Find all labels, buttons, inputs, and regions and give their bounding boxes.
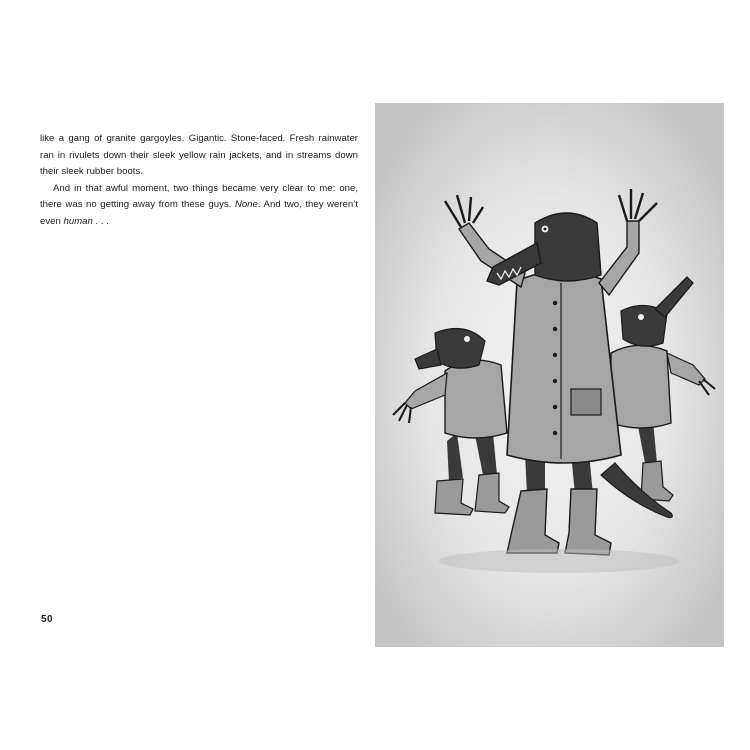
paragraph-2-part-2: . And two, they weren’t even bbox=[40, 199, 358, 227]
ground-shadow bbox=[439, 549, 679, 573]
croc-head bbox=[535, 213, 601, 281]
crocodile-illustration-svg bbox=[375, 103, 724, 647]
body-text bbox=[40, 131, 358, 231]
jacket-pocket bbox=[571, 389, 601, 415]
paragraph-2-part-1: And in that awful moment, two things became very clear to me: one, there was no getting away from these guys. bbox=[40, 182, 358, 211]
emphasis-none: None bbox=[234, 199, 258, 211]
illustration-crocodiles bbox=[375, 103, 724, 647]
page-number: 50 bbox=[41, 614, 54, 625]
paragraph-2-part-3: . . . bbox=[92, 215, 109, 227]
paragraph-1: like a gang of granite gargoyles. Gigantic. Stone-faced. Fresh rainwater ran in rivulets down their sleek yellow rain jackets, and in streams down their sleek rubber boots. bbox=[40, 133, 358, 178]
rain-jacket bbox=[507, 271, 621, 463]
paragraph-2 bbox=[40, 181, 358, 231]
emphasis-human: human bbox=[63, 215, 93, 227]
